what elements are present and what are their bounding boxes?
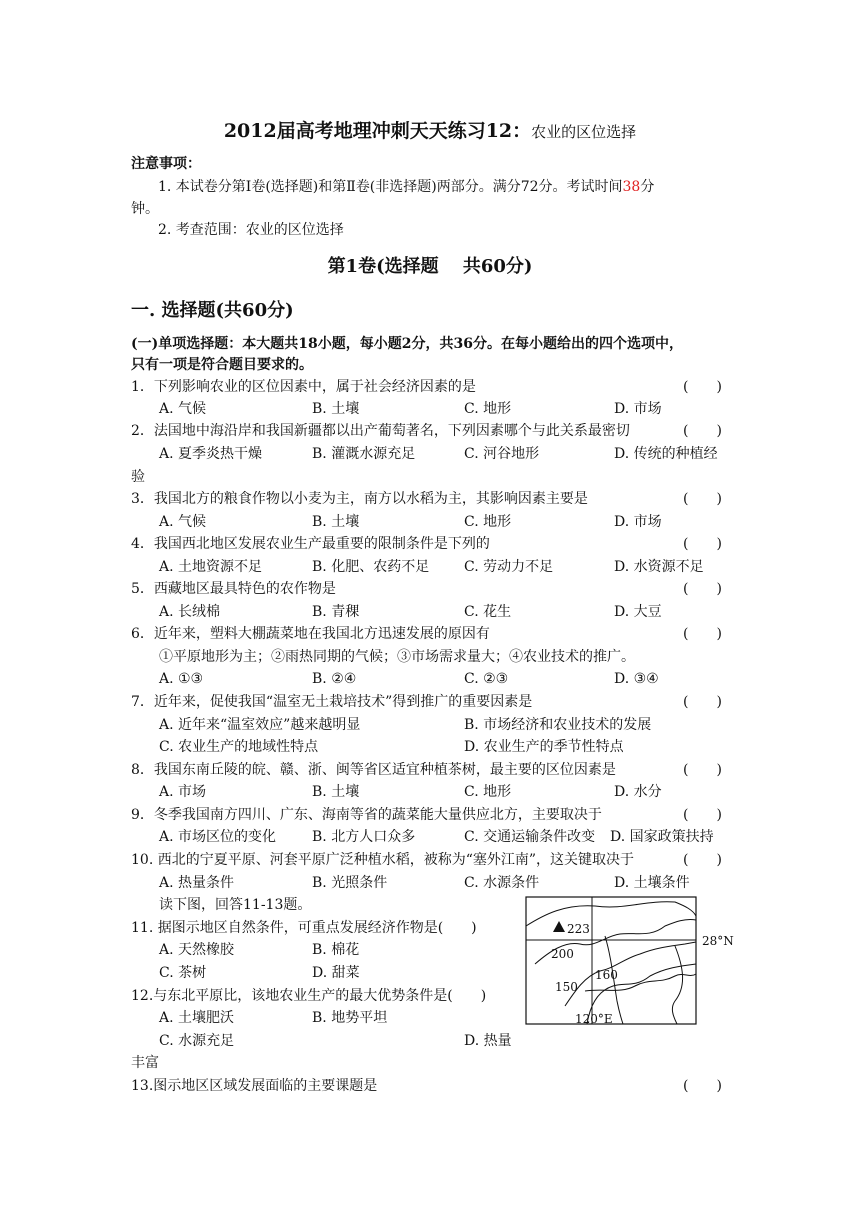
q3-option-b: B. 土壤 — [312, 514, 360, 530]
question-5-stem: 5．西藏地区最具特色的农作物是 — [131, 581, 336, 597]
answer-blank: ( ) — [683, 1078, 722, 1094]
page-title — [0, 116, 860, 143]
q4-option-d: D. 水资源不足 — [614, 559, 704, 575]
q8-option-b: B. 土壤 — [312, 784, 360, 800]
question-3-stem: 3．我国北方的粮食作物以小麦为主，南方以水稻为主，其影响因素主要是 — [131, 491, 588, 507]
q5-option-b: B. 青稞 — [312, 604, 360, 620]
q10-option-c: C. 水源条件 — [464, 875, 540, 891]
longitude-label: 120°E — [575, 1012, 613, 1026]
q4-option-a: A. 土地资源不足 — [159, 559, 263, 575]
q1-option-c: C. 地形 — [464, 401, 512, 417]
q5-option-c: C. 花生 — [464, 604, 512, 620]
title-main: 2012届高考地理冲刺天天练习12： — [223, 120, 532, 142]
q4-option-b: B. 化肥、农药不足 — [312, 559, 430, 575]
q6-extra: ①平原地形为主；②雨热同期的气候；③市场需求量大；④农业技术的推广。 — [159, 649, 635, 665]
answer-blank: ( ) — [683, 807, 722, 823]
answer-blank: ( ) — [683, 694, 722, 710]
question-6-stem: 6．近年来，塑料大棚蔬菜地在我国北方迅速发展的原因有 — [131, 626, 490, 642]
q2-option-b: B. 灌溉水源充足 — [312, 446, 416, 462]
q9-option-d: D. 国家政策扶持 — [610, 829, 714, 845]
q7-option-b: B. 市场经济和农业技术的发展 — [464, 717, 652, 733]
q2-option-d: D. 传统的种植经 — [614, 446, 718, 462]
coastline-east — [672, 946, 682, 1024]
q11-option-d: D. 甜菜 — [312, 965, 360, 981]
question-11-stem: 11. 据图示地区自然条件，可重点发展经济作物是( ) — [131, 920, 477, 936]
note-2: 2. 考查范围：农业的区位选择 — [158, 222, 344, 238]
answer-blank: ( ) — [683, 581, 722, 597]
q12-option-d-wrap: 丰富 — [131, 1055, 159, 1071]
q11-option-a: A. 天然橡胶 — [159, 942, 235, 958]
q10-option-b: B. 光照条件 — [312, 875, 388, 891]
q10-option-a: A. 热量条件 — [159, 875, 235, 891]
coastline-north — [526, 902, 696, 926]
notes-heading: 注意事项： — [131, 156, 201, 172]
read-figure-instruction: 读下图，回答11-13题。 — [159, 897, 312, 913]
q6-option-c: C. ②③ — [464, 671, 509, 687]
q2-option-d-wrap: 验 — [131, 469, 145, 485]
answer-blank: ( ) — [683, 379, 722, 395]
question-1-stem: 1．下列影响农业的区位因素中，属于社会经济因素的是 — [131, 379, 476, 395]
q11-option-c: C. 茶树 — [159, 965, 207, 981]
q1-option-a: A. 气候 — [159, 401, 207, 417]
instruction-line-1: (一)单项选择题：本大题共18小题，每小题2分，共36分。在每小题给出的四个选项中， — [131, 336, 683, 352]
q2-option-c: C. 河谷地形 — [464, 446, 540, 462]
peak-elevation: 223 — [567, 922, 590, 936]
q7-option-d: D. 农业生产的季节性特点 — [464, 739, 624, 755]
question-8-stem: 8．我国东南丘陵的皖、赣、浙、闽等省区适宜种植茶树，最主要的区位因素是 — [131, 762, 616, 778]
q6-option-a: A. ①③ — [159, 671, 204, 687]
q3-option-c: C. 地形 — [464, 514, 512, 530]
note-1: 1. 本试卷分第Ⅰ卷(选择题)和第Ⅱ卷(非选择题)两部分。满分72分。考试时间38分 — [158, 179, 655, 195]
answer-blank: ( ) — [683, 762, 722, 778]
q1-option-d: D. 市场 — [614, 401, 662, 417]
question-12-stem: 12.与东北平原比，该地农业生产的最大优势条件是( ) — [131, 988, 487, 1004]
q6-option-d: D. ③④ — [614, 671, 659, 687]
note-1-wrap: 钟。 — [131, 201, 159, 217]
instruction-line-2: 只有一项是符合题目要求的。 — [131, 357, 313, 373]
question-13-stem: 13.图示地区区域发展面临的主要课题是 — [131, 1078, 378, 1094]
q8-option-c: C. 地形 — [464, 784, 512, 800]
question-2-stem: 2．法国地中海沿岸和我国新疆都以出产葡萄著名，下列因素哪个与此关系最密切 — [131, 423, 630, 439]
latitude-label: 28°N — [702, 934, 734, 948]
contour-label-150: 150 — [555, 980, 578, 994]
q1-option-b: B. 土壤 — [312, 401, 360, 417]
q7-option-c: C. 农业生产的地域性特点 — [159, 739, 319, 755]
question-10-stem: 10. 西北的宁夏平原、河套平原广泛种植水稻，被称为“塞外江南”，这关键取决于 — [131, 852, 635, 868]
q12-option-a: A. 土壤肥沃 — [159, 1010, 235, 1026]
contour-label-200: 200 — [551, 947, 574, 961]
q11-option-b: B. 棉花 — [312, 942, 360, 958]
q3-option-a: A. 气候 — [159, 514, 207, 530]
question-4-stem: 4．我国西北地区发展农业生产最重要的限制条件是下列的 — [131, 536, 490, 552]
peak-triangle-icon — [553, 921, 565, 932]
contour-160 — [565, 942, 696, 1006]
q3-option-d: D. 市场 — [614, 514, 662, 530]
q9-option-a: A. 市场区位的变化 — [159, 829, 277, 845]
map-drawing — [525, 896, 735, 1026]
q12-option-b: B. 地势平坦 — [312, 1010, 388, 1026]
q8-option-a: A. 市场 — [159, 784, 207, 800]
exam-time: 38 — [622, 179, 641, 195]
answer-blank: ( ) — [683, 852, 722, 868]
q9-option-b: B. 北方人口众多 — [312, 829, 416, 845]
answer-blank: ( ) — [683, 536, 722, 552]
q2-option-a: A. 夏季炎热干燥 — [159, 446, 263, 462]
question-7-stem: 7．近年来，促使我国“温室无土栽培技术”得到推广的重要因素是 — [131, 694, 533, 710]
q5-option-a: A. 长绒棉 — [159, 604, 221, 620]
q5-option-d: D. 大豆 — [614, 604, 662, 620]
contour-label-160: 160 — [595, 968, 618, 982]
answer-blank: ( ) — [683, 626, 722, 642]
q6-option-b: B. ②④ — [312, 671, 357, 687]
q12-option-d: D. 热量 — [464, 1033, 512, 1049]
question-9-stem: 9．冬季我国南方四川、广东、海南等省的蔬菜能大量供应北方，主要取决于 — [131, 807, 602, 823]
answer-blank: ( ) — [683, 423, 722, 439]
part-title: 一. 选择题(共60分) — [131, 300, 294, 321]
q4-option-c: C. 劳动力不足 — [464, 559, 554, 575]
volume-title: 第1卷(选择题 共60分) — [327, 256, 533, 277]
q9-option-c: C. 交通运输条件改变 — [464, 829, 596, 845]
q12-option-c: C. 水源充足 — [159, 1033, 235, 1049]
q8-option-d: D. 水分 — [614, 784, 662, 800]
region-map — [525, 896, 735, 1026]
title-sub: 农业的区位选择 — [531, 123, 637, 141]
answer-blank: ( ) — [683, 491, 722, 507]
q10-option-d: D. 土壤条件 — [614, 875, 690, 891]
q7-option-a: A. 近年来“温室效应”越来越明显 — [159, 717, 361, 733]
